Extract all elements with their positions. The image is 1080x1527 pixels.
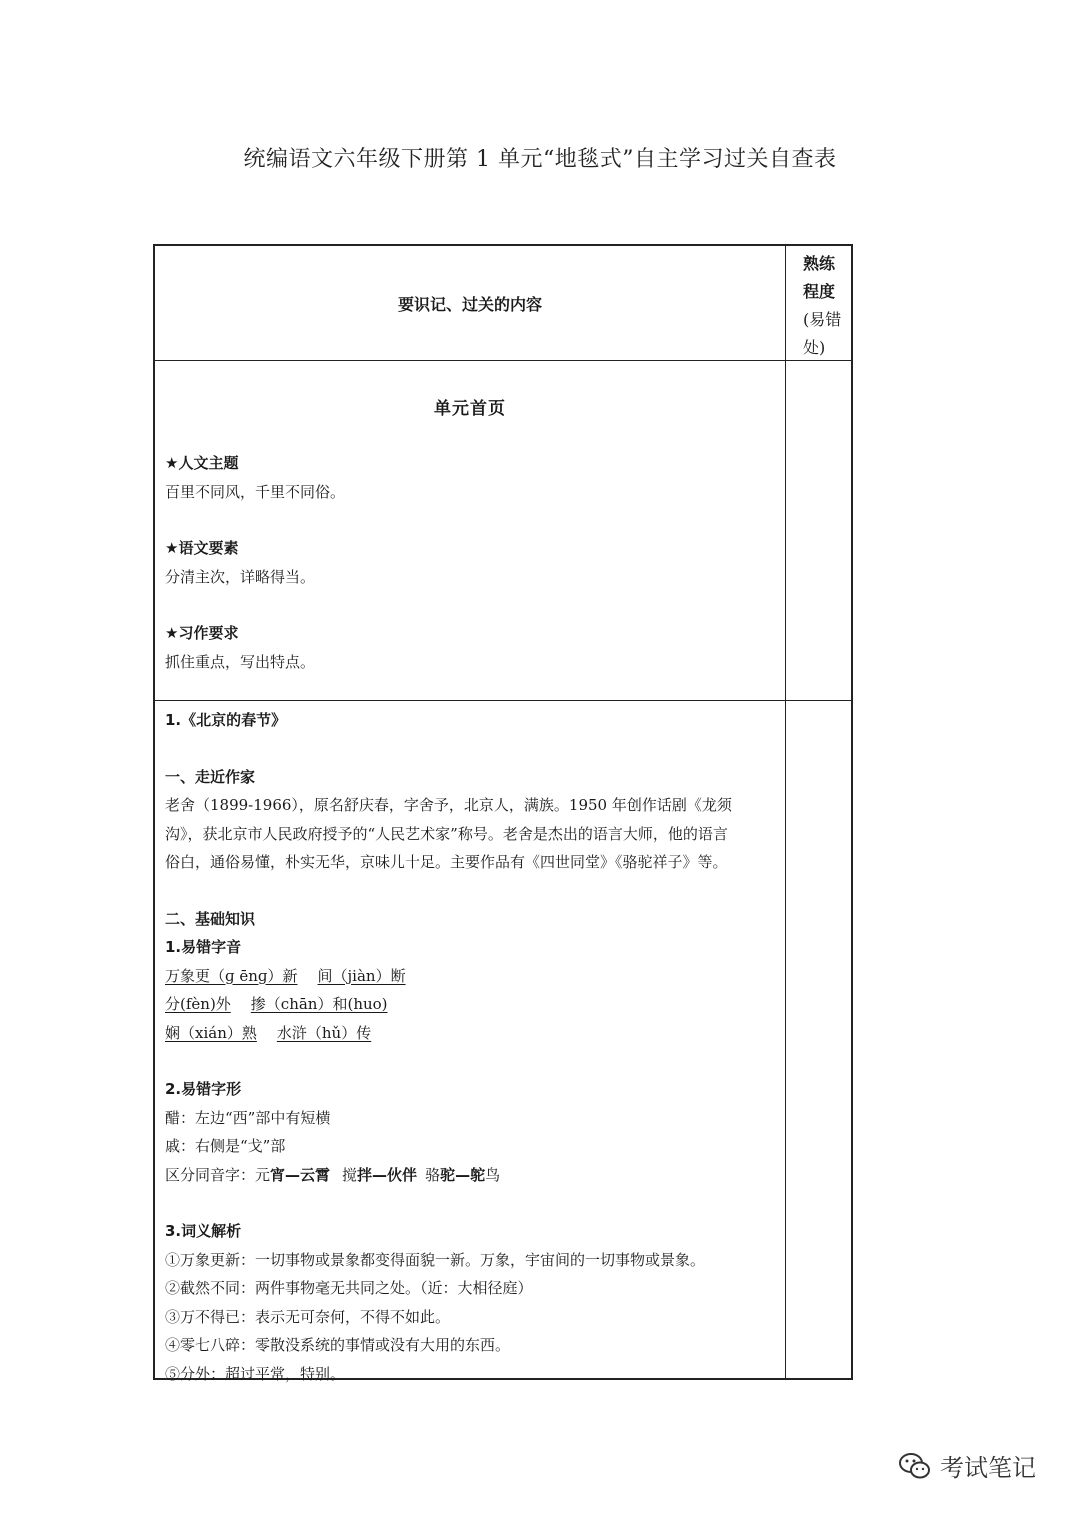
form-item-2: 戚：右侧是“戈”部 xyxy=(165,1137,286,1155)
proficiency-header-line2: 程度 xyxy=(803,282,836,301)
pron-item: 万象更（ɡ ēnɡ）新 xyxy=(165,966,298,985)
watermark xyxy=(898,1448,1036,1483)
form-3-bold-1: 宵—云霄 xyxy=(270,1165,331,1184)
form-item-1: 醋：左边“西”部中有短横 xyxy=(165,1108,331,1127)
element-label: ★语文要素 xyxy=(165,539,239,557)
writing-text: 抓住重点，写出特点。 xyxy=(165,652,316,671)
author-heading: 一、走近作家 xyxy=(165,767,256,786)
unit-home-section xyxy=(165,362,775,676)
word-item-2: ②截然不同：两件事物毫无共同之处。（近：大相径庭） xyxy=(165,1279,533,1297)
proficiency-column-header xyxy=(803,250,851,362)
author-line2: 沟》，获北京市人民政府授予的“人民艺术家”称号。老舍是杰出的语言大师，他的语言 xyxy=(165,824,728,843)
basics-heading: 二、基础知识 xyxy=(165,909,256,928)
word-item-3: ③万不得已：表示无可奈何，不得不如此。 xyxy=(165,1307,451,1326)
unit-home-title: 单元首页 xyxy=(434,399,506,419)
lesson1-section xyxy=(165,706,780,1388)
writing-label: ★习作要求 xyxy=(165,624,239,642)
theme-label: ★人文主题 xyxy=(165,454,239,472)
character-form-heading: 2.易错字形 xyxy=(165,1080,242,1098)
header-divider xyxy=(155,360,851,361)
pronunciation-heading: 1.易错字音 xyxy=(165,938,242,956)
checklist-table xyxy=(153,244,853,1383)
form-3-prefix: 区分同音字：元 xyxy=(165,1165,271,1184)
lesson1-title: 1.《北京的春节》 xyxy=(165,711,287,729)
proficiency-header-line4: 处) xyxy=(803,338,826,357)
pronunciation-row-2 xyxy=(165,990,780,1019)
pron-item: 掺（chān）和(huo) xyxy=(250,995,388,1013)
section-divider xyxy=(155,700,851,701)
wechat-icon xyxy=(898,1451,932,1481)
author-line3: 俗白，通俗易懂，朴实无华，京味儿十足。主要作品有《四世同堂》《骆驼祥子》等。 xyxy=(165,853,728,871)
form-3-suffix: 鸟 xyxy=(485,1165,501,1184)
word-item-1: ①万象更新：一切事物或景象都变得面貌一新。万象，宇宙间的一切事物或景象。 xyxy=(165,1250,706,1269)
pronunciation-row-1 xyxy=(165,962,780,991)
form-3-bold-2: 拌—伙伴 xyxy=(357,1165,418,1184)
pronunciation-row-3 xyxy=(165,1019,780,1048)
theme-text: 百里不同风，千里不同俗。 xyxy=(165,482,346,501)
word-meaning-heading: 3.词义解析 xyxy=(165,1222,242,1240)
document-title: 统编语文六年级下册第 1 单元“地毯式”自主学习过关自查表 xyxy=(243,147,837,172)
word-item-4: ④零七八碎：零散没系统的事情或没有大用的东西。 xyxy=(165,1336,511,1354)
form-3-mid: 搅 xyxy=(342,1165,358,1184)
word-item-5: ⑤分外：超过平常，特别。 xyxy=(165,1364,346,1383)
content-column-header: 要识记、过关的内容 xyxy=(397,294,542,314)
author-line1: 老舍（1899-1966），原名舒庆春，字舍予，北京人，满族。1950 年创作话剧《龙须 xyxy=(165,796,732,814)
pron-item: 娴（xián）熟 xyxy=(165,1023,257,1042)
column-divider xyxy=(785,246,786,1378)
element-text: 分清主次，详略得当。 xyxy=(165,567,316,586)
proficiency-header-line1: 熟练 xyxy=(803,254,836,273)
watermark-text: 考试笔记 xyxy=(940,1454,1036,1482)
form-3-mid2: 骆 xyxy=(425,1165,441,1184)
pron-item: 分(fèn)外 xyxy=(165,995,231,1013)
form-item-3 xyxy=(165,1161,780,1190)
pron-item: 水浒（hǔ）传 xyxy=(276,1023,372,1042)
form-3-bold-3: 驼—鸵 xyxy=(440,1165,486,1184)
pron-item: 间（jiàn）断 xyxy=(317,966,406,985)
proficiency-header-line3: (易错 xyxy=(803,310,842,329)
